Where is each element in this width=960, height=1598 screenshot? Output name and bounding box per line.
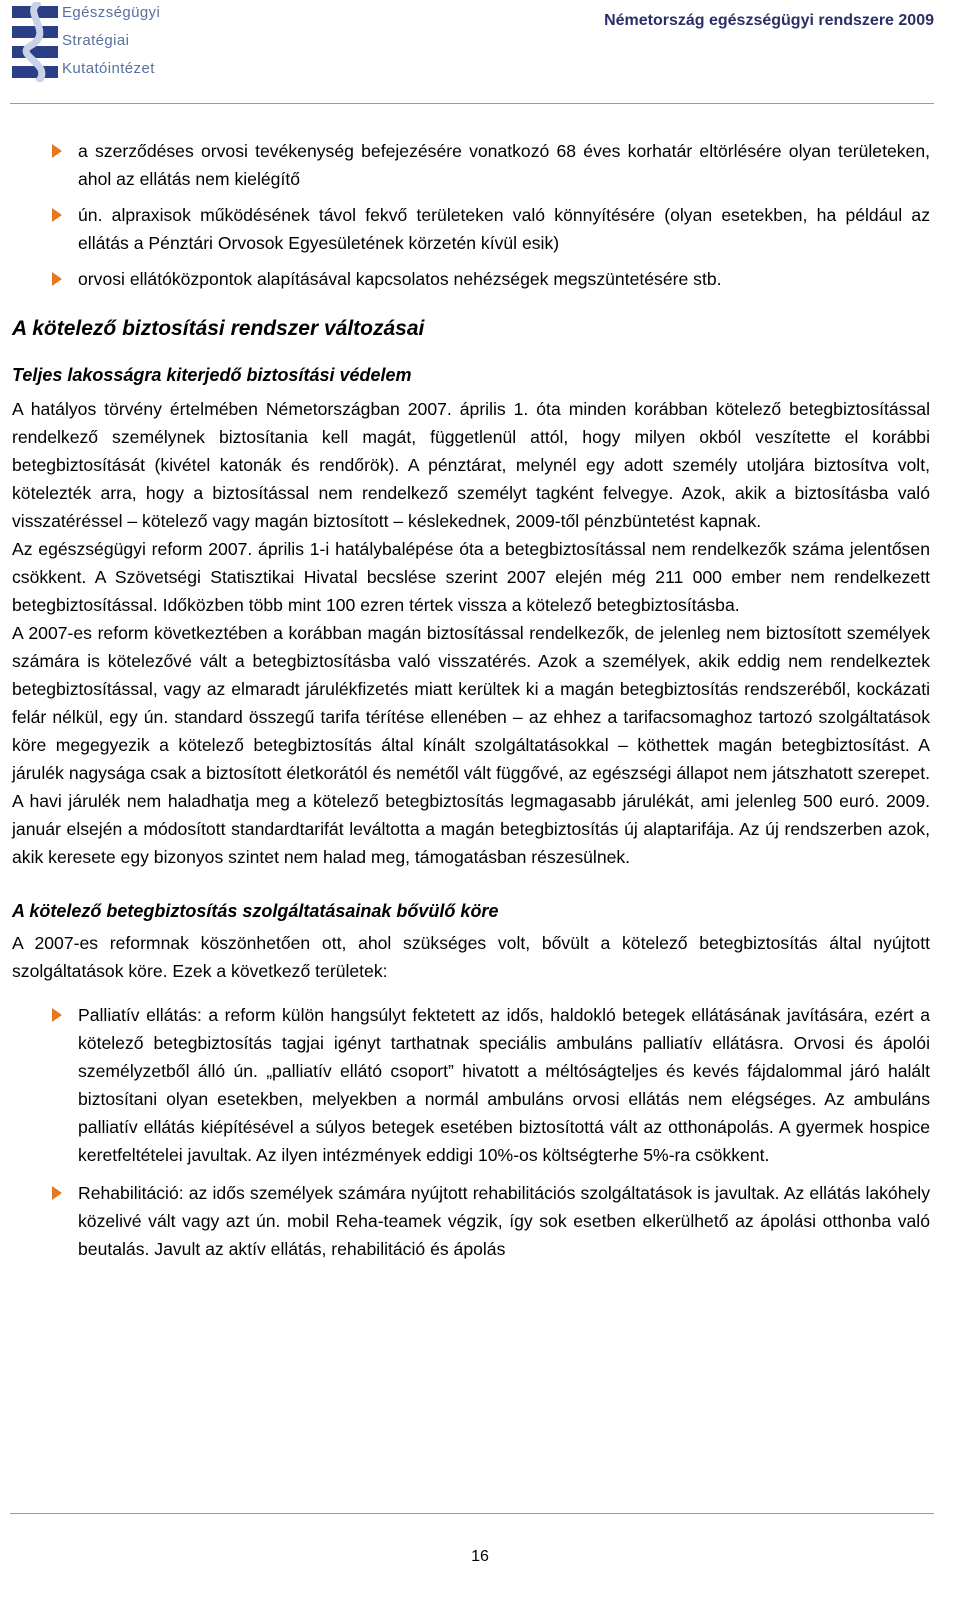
bullet-arrow-icon (52, 272, 62, 286)
paragraph: A 2007-es reformnak köszönhetően ott, ahol szükséges volt, bővült a kötelező betegbiztosítás által nyújtott szolgáltatások köre. Ezek a következő területek: (12, 933, 930, 981)
logo-mark-icon (10, 2, 60, 82)
bullet-arrow-icon (52, 1008, 62, 1022)
header-divider (10, 103, 934, 104)
institute-logo (10, 2, 170, 84)
list-item: orvosi ellátóközpontok alapításával kapcsolatos nehézségek megszüntetésére stb. (12, 265, 930, 293)
page-header (0, 0, 960, 108)
logo-line-2: Stratégiai (62, 32, 130, 49)
list-item: a szerződéses orvosi tevékenység befejezésére vonatkozó 68 éves korhatár eltörlésére olyan területeken, ahol az ellátás nem kielégítő (12, 137, 930, 193)
page-number: 16 (471, 1548, 489, 1565)
list-item: Rehabilitáció: az idős személyek számára nyújtott rehabilitációs szolgáltatások is javultak. Az ellátás lakóhely közelivé vált vagy azt ún. mobil Reha-teamek végzik, így sok esetben elkerülhető az ápolási otthonba való beutalás. Javult az aktív ellátás, rehabilitáció és ápolás (12, 1179, 930, 1263)
subsection-heading-coverage: Teljes lakosságra kiterjedő biztosítási védelem (12, 365, 412, 385)
list-item: Palliatív ellátás: a reform külön hangsúlyt fektetett az idős, haldokló betegek ellátásának javítására, ezért a kötelező betegbiztosítás tagjai igényt tarthatnak speciális ambuláns palliatív ellátásra. Orvosi és ápolói személyzetből álló ún. „palliatív ellátó csoport” hivatott a méltóságteljes és kevés fájdalommal járó halált biztosítani olyan esetekben, melyekben a normál ambuláns orvosi ellátás nem elégséges. Az ambuláns palliatív ellátás kiépítésével a súlyos betegek esetében biztosítottá vált az otthonápolás. A gyermek hospice keretfeltételei javultak. Az ilyen intézmények eddigi 10%-os költségterhe 5%-ra csökkent. (12, 1001, 930, 1169)
section-heading: A kötelező biztosítási rendszer változásai (12, 317, 425, 340)
bullet-arrow-icon (52, 144, 62, 158)
subsection-heading-services: A kötelező betegbiztosítás szolgáltatásainak bővülő köre (12, 901, 499, 921)
paragraph: A hatályos törvény értelmében Németországban 2007. április 1. óta minden korábban kötelező betegbiztosítással rendelkező személynek biztosítania kell magát, függetlenül attól, hogy milyen okból veszítette el korábbi betegbiztosítását (kivétel katonák és rendőrök). A pénztárat, melynél egy adott személy utoljára biztosítva volt, kötelezték arra, hogy a biztosítással nem rendelkező személyt tagként felvegye. Azok, akik a biztosításba való visszatéréssel – kötelező vagy magán biztosított – késlekednek, 2009-től pénzbüntetést kapnak. (12, 399, 930, 531)
services-bullet-list (12, 1001, 930, 1263)
list-item: ún. alpraxisok működésének távol fekvő területeken való könnyítésére (olyan esetekben, ha például az ellátás a Pénztári Orvosok Egyesületének körzetén kívül esik) (12, 201, 930, 257)
bullet-arrow-icon (52, 208, 62, 222)
logo-line-3: Kutatóintézet (62, 60, 155, 77)
paragraph: Az egészségügyi reform 2007. április 1-i hatálybalépése óta a betegbiztosítással nem rendelkezők száma jelentősen csökkent. A Szövetségi Statisztikai Hivatal becslése szerint 2007 elején még 211 000 ember nem rendelkezett betegbiztosítással. Időközben több mint 100 ezren tértek vissza a kötelező betegbiztosításba. (12, 539, 930, 615)
page-content (12, 137, 930, 1273)
logo-line-1: Egészségügyi (62, 4, 161, 21)
intro-bullet-list (12, 137, 930, 293)
paragraph: A 2007-es reform következtében a korábban magán biztosítással rendelkezők, de jelenleg nem biztosított személyek számára is kötelezővé vált a betegbiztosításba való visszatérés. Azok a személyek, akik eddig nem rendelkeztek betegbiztosítással, vagy az elmaradt járulékfizetés miatt kerültek ki a magán betegbiztosítás rendszeréből, kockázati felár nélkül, egy ún. standard összegű tarifa térítése ellenében – az ehhez a tarifacsomaghoz tartozó szolgáltatások köre megegyezik a kötelező betegbiztosítás által kínált szolgáltatásokkal – köthettek magán betegbiztosítást. A járulék nagysága csak a biztosított életkorától és nemétől vált függővé, az egészségi állapot nem játszhatott szerepet. A havi járulék nem haladhatja meg a kötelező betegbiztosítás legmagasabb járulékát, ami jelenleg 500 euró. 2009. január elsején a módosított standardtarifát leváltotta a magán betegbiztosítás új alaptarifája. Az új rendszerben azok, akik keresete egy bizonyos szintet nem halad meg, támogatásban részesülnek. (12, 623, 930, 867)
footer-divider (10, 1513, 934, 1514)
bullet-arrow-icon (52, 1186, 62, 1200)
document-title: Németország egészségügyi rendszere 2009 (604, 12, 934, 29)
